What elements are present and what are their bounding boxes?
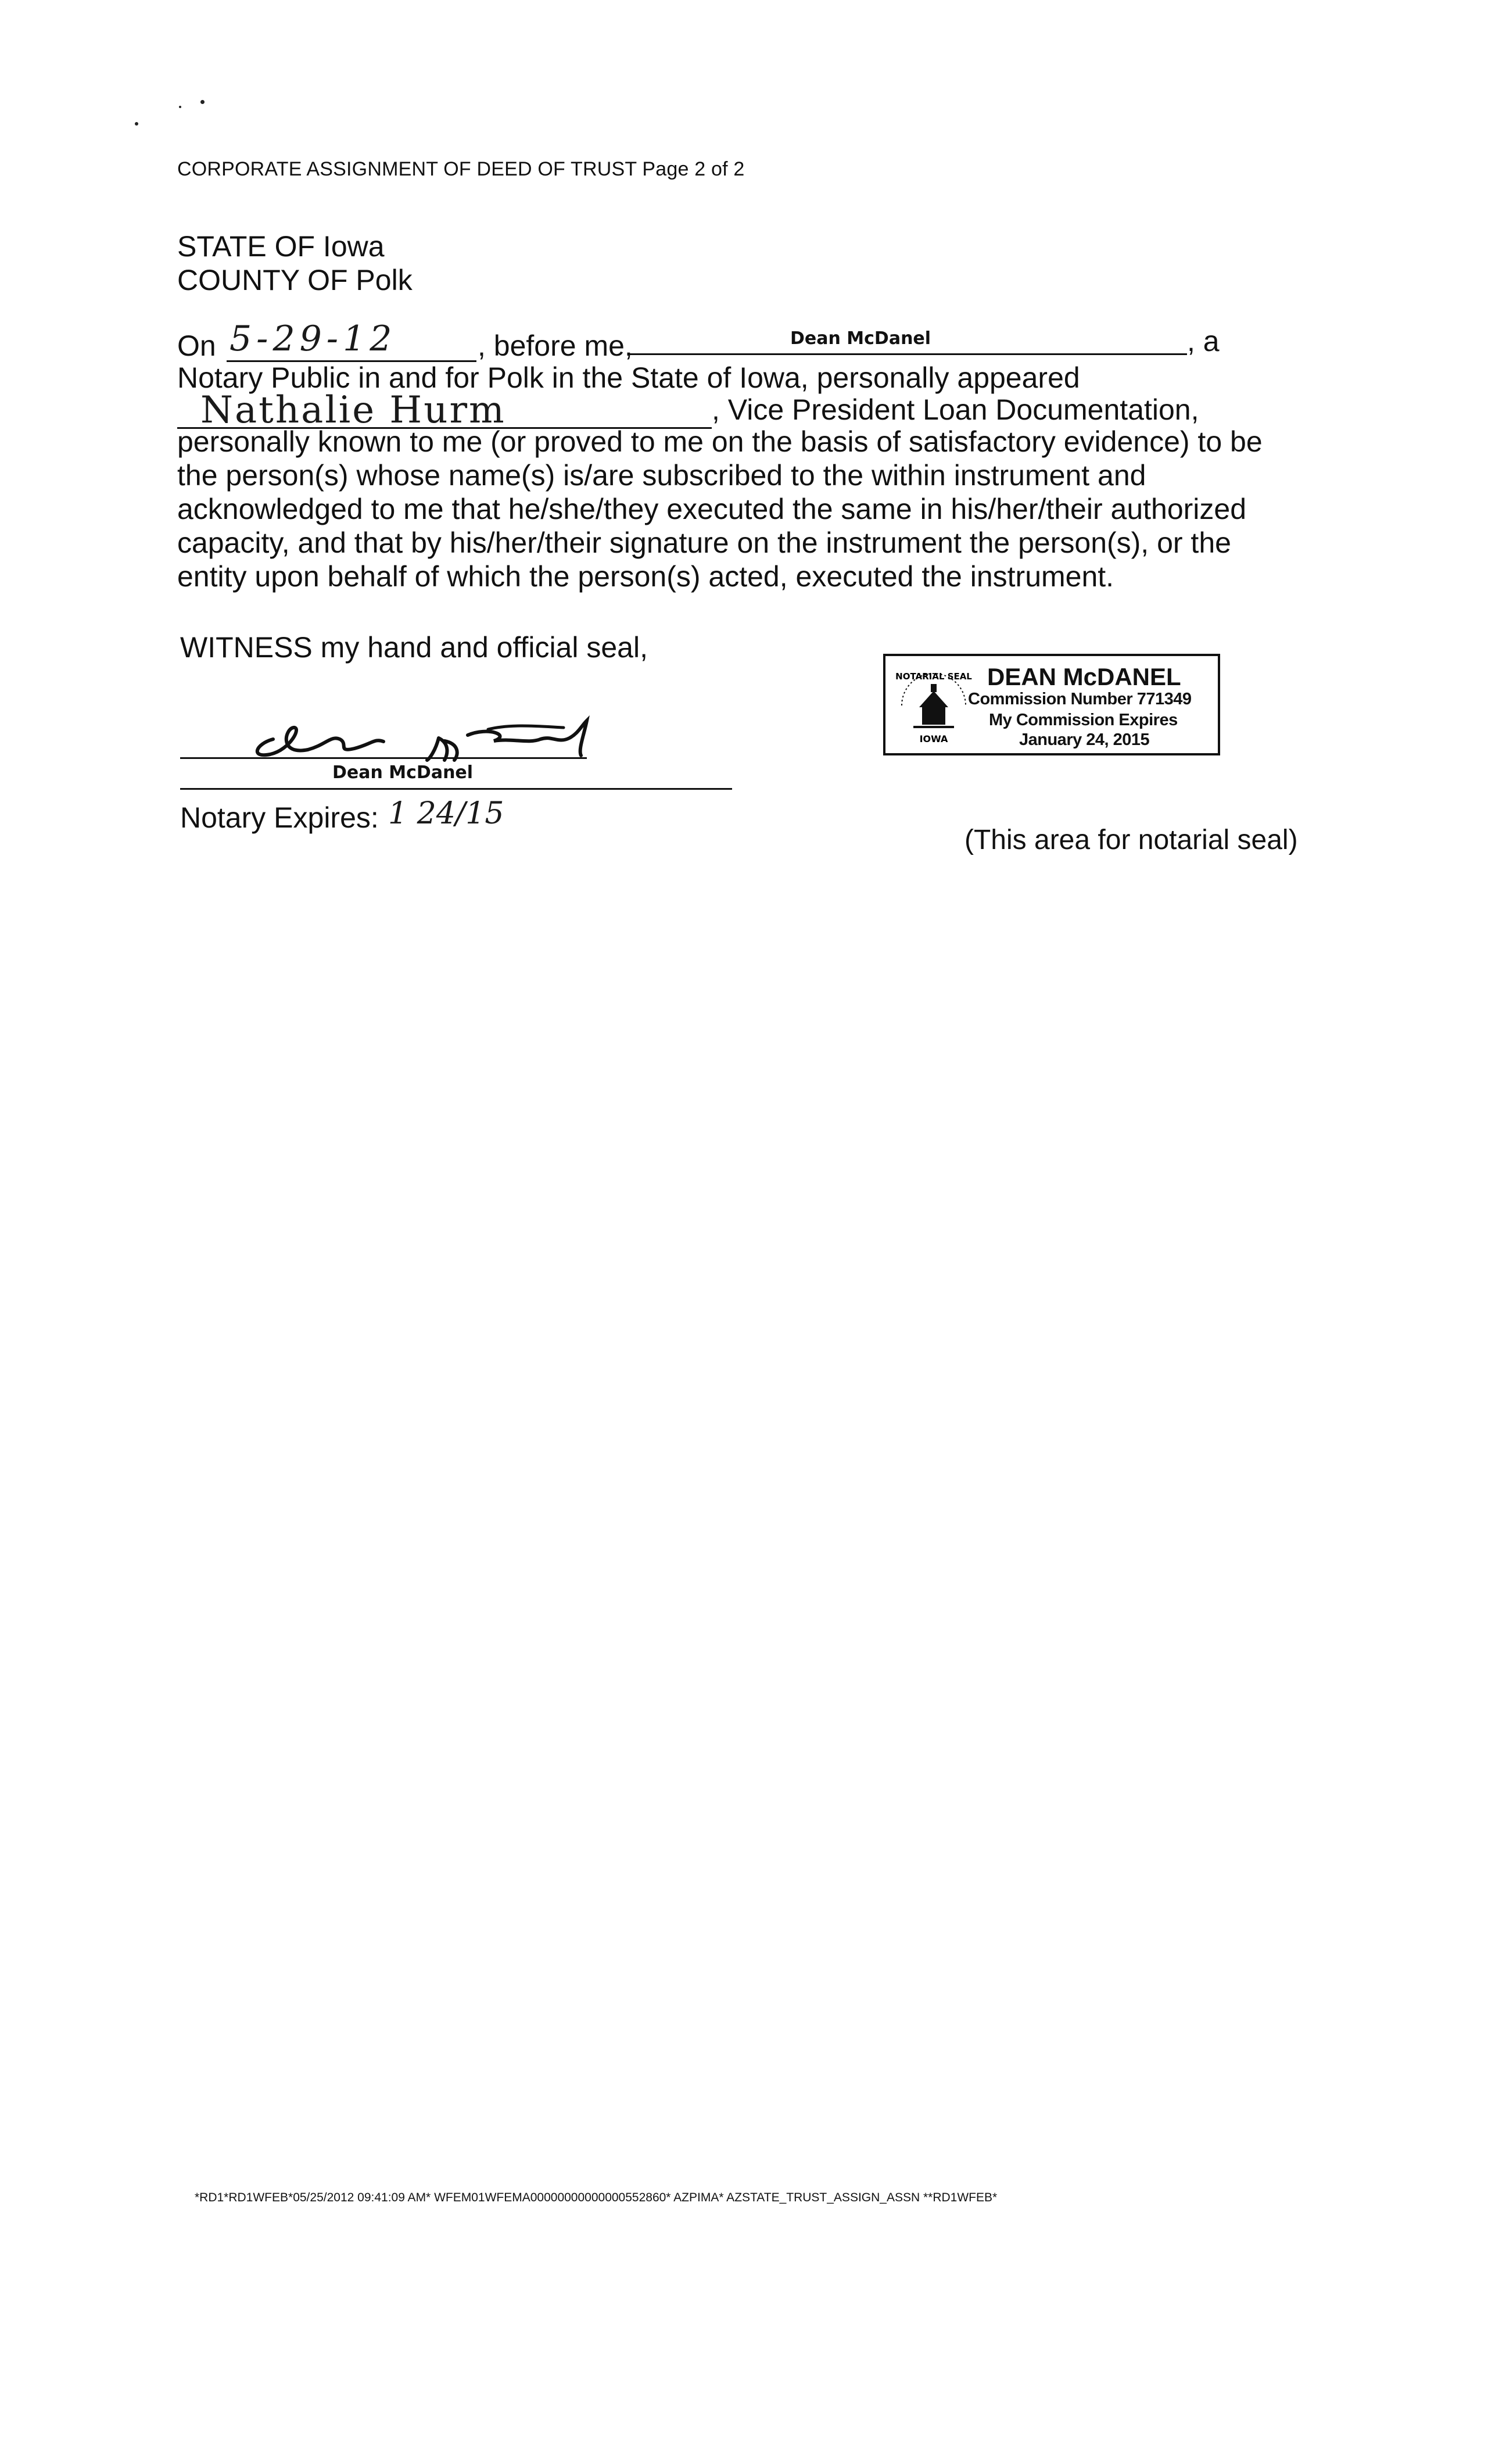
- ack-on-label: On: [177, 330, 216, 362]
- notary-expires-handwritten: 1 24/15: [388, 796, 504, 831]
- ack-line-2: Notary Public in and for Polk in the State of Iowa, personally appeared: [177, 361, 1080, 394]
- printed-name-line: [180, 788, 732, 790]
- state-line: STATE OF Iowa: [177, 230, 385, 263]
- document-header: CORPORATE ASSIGNMENT OF DEED OF TRUST Page 2 of 2: [177, 158, 745, 180]
- signer-title: , Vice President Loan Documentation,: [712, 393, 1199, 426]
- notary-name-typed: Dean McDanel: [790, 328, 931, 349]
- seal-expires-date: January 24, 2015: [1019, 730, 1150, 749]
- seal-emblem-top-text: NOTARIAL SEAL: [895, 671, 972, 682]
- signature-printed-name: Dean McDanel: [332, 762, 474, 783]
- ack-line-5: the person(s) whose name(s) is/are subscribed to the within instrument and: [177, 459, 1146, 492]
- before-me-text: , before me,: [478, 330, 633, 362]
- document-footer-code: *RD1*RD1WFEB*05/25/2012 09:41:09 AM* WFEM01WFEMA00000000000000552860* AZPIMA* AZSTATE_TRUST_ASSIGN_ASSN **RD1WFEB*: [195, 2191, 998, 2204]
- seal-area-label: (This area for notarial seal): [964, 825, 1298, 855]
- seal-commission: Commission Number 771349: [968, 690, 1192, 708]
- ack-line-4: personally known to me (or proved to me on the basis of satisfactory evidence) to be: [177, 425, 1263, 458]
- notary-expires-label: Notary Expires:: [180, 801, 379, 834]
- ack-line-7: capacity, and that by his/her/their signature on the instrument the person(s), or the: [177, 527, 1231, 559]
- date-handwritten: 5-29-12: [230, 318, 397, 359]
- ack-a-text: , a: [1187, 325, 1220, 357]
- ack-line-8: entity upon behalf of which the person(s) acted, executed the instrument.: [177, 560, 1114, 593]
- witness-line: WITNESS my hand and official seal,: [180, 631, 648, 664]
- notary-seal-emblem: [890, 662, 977, 749]
- seal-expires-label: My Commission Expires: [989, 711, 1178, 729]
- notary-name-underline: [629, 353, 1187, 355]
- signer-handwritten: Nathalie Hurm: [200, 389, 506, 432]
- seal-emblem-bottom-text: IOWA: [919, 733, 948, 744]
- seal-notary-name: DEAN McDANEL: [987, 663, 1181, 690]
- county-line: COUNTY OF Polk: [177, 264, 413, 296]
- signature-line: [180, 757, 587, 759]
- ack-line-6: acknowledged to me that he/she/they executed the same in his/her/their authorized: [177, 493, 1247, 525]
- notary-seal-stamp: [883, 654, 1220, 755]
